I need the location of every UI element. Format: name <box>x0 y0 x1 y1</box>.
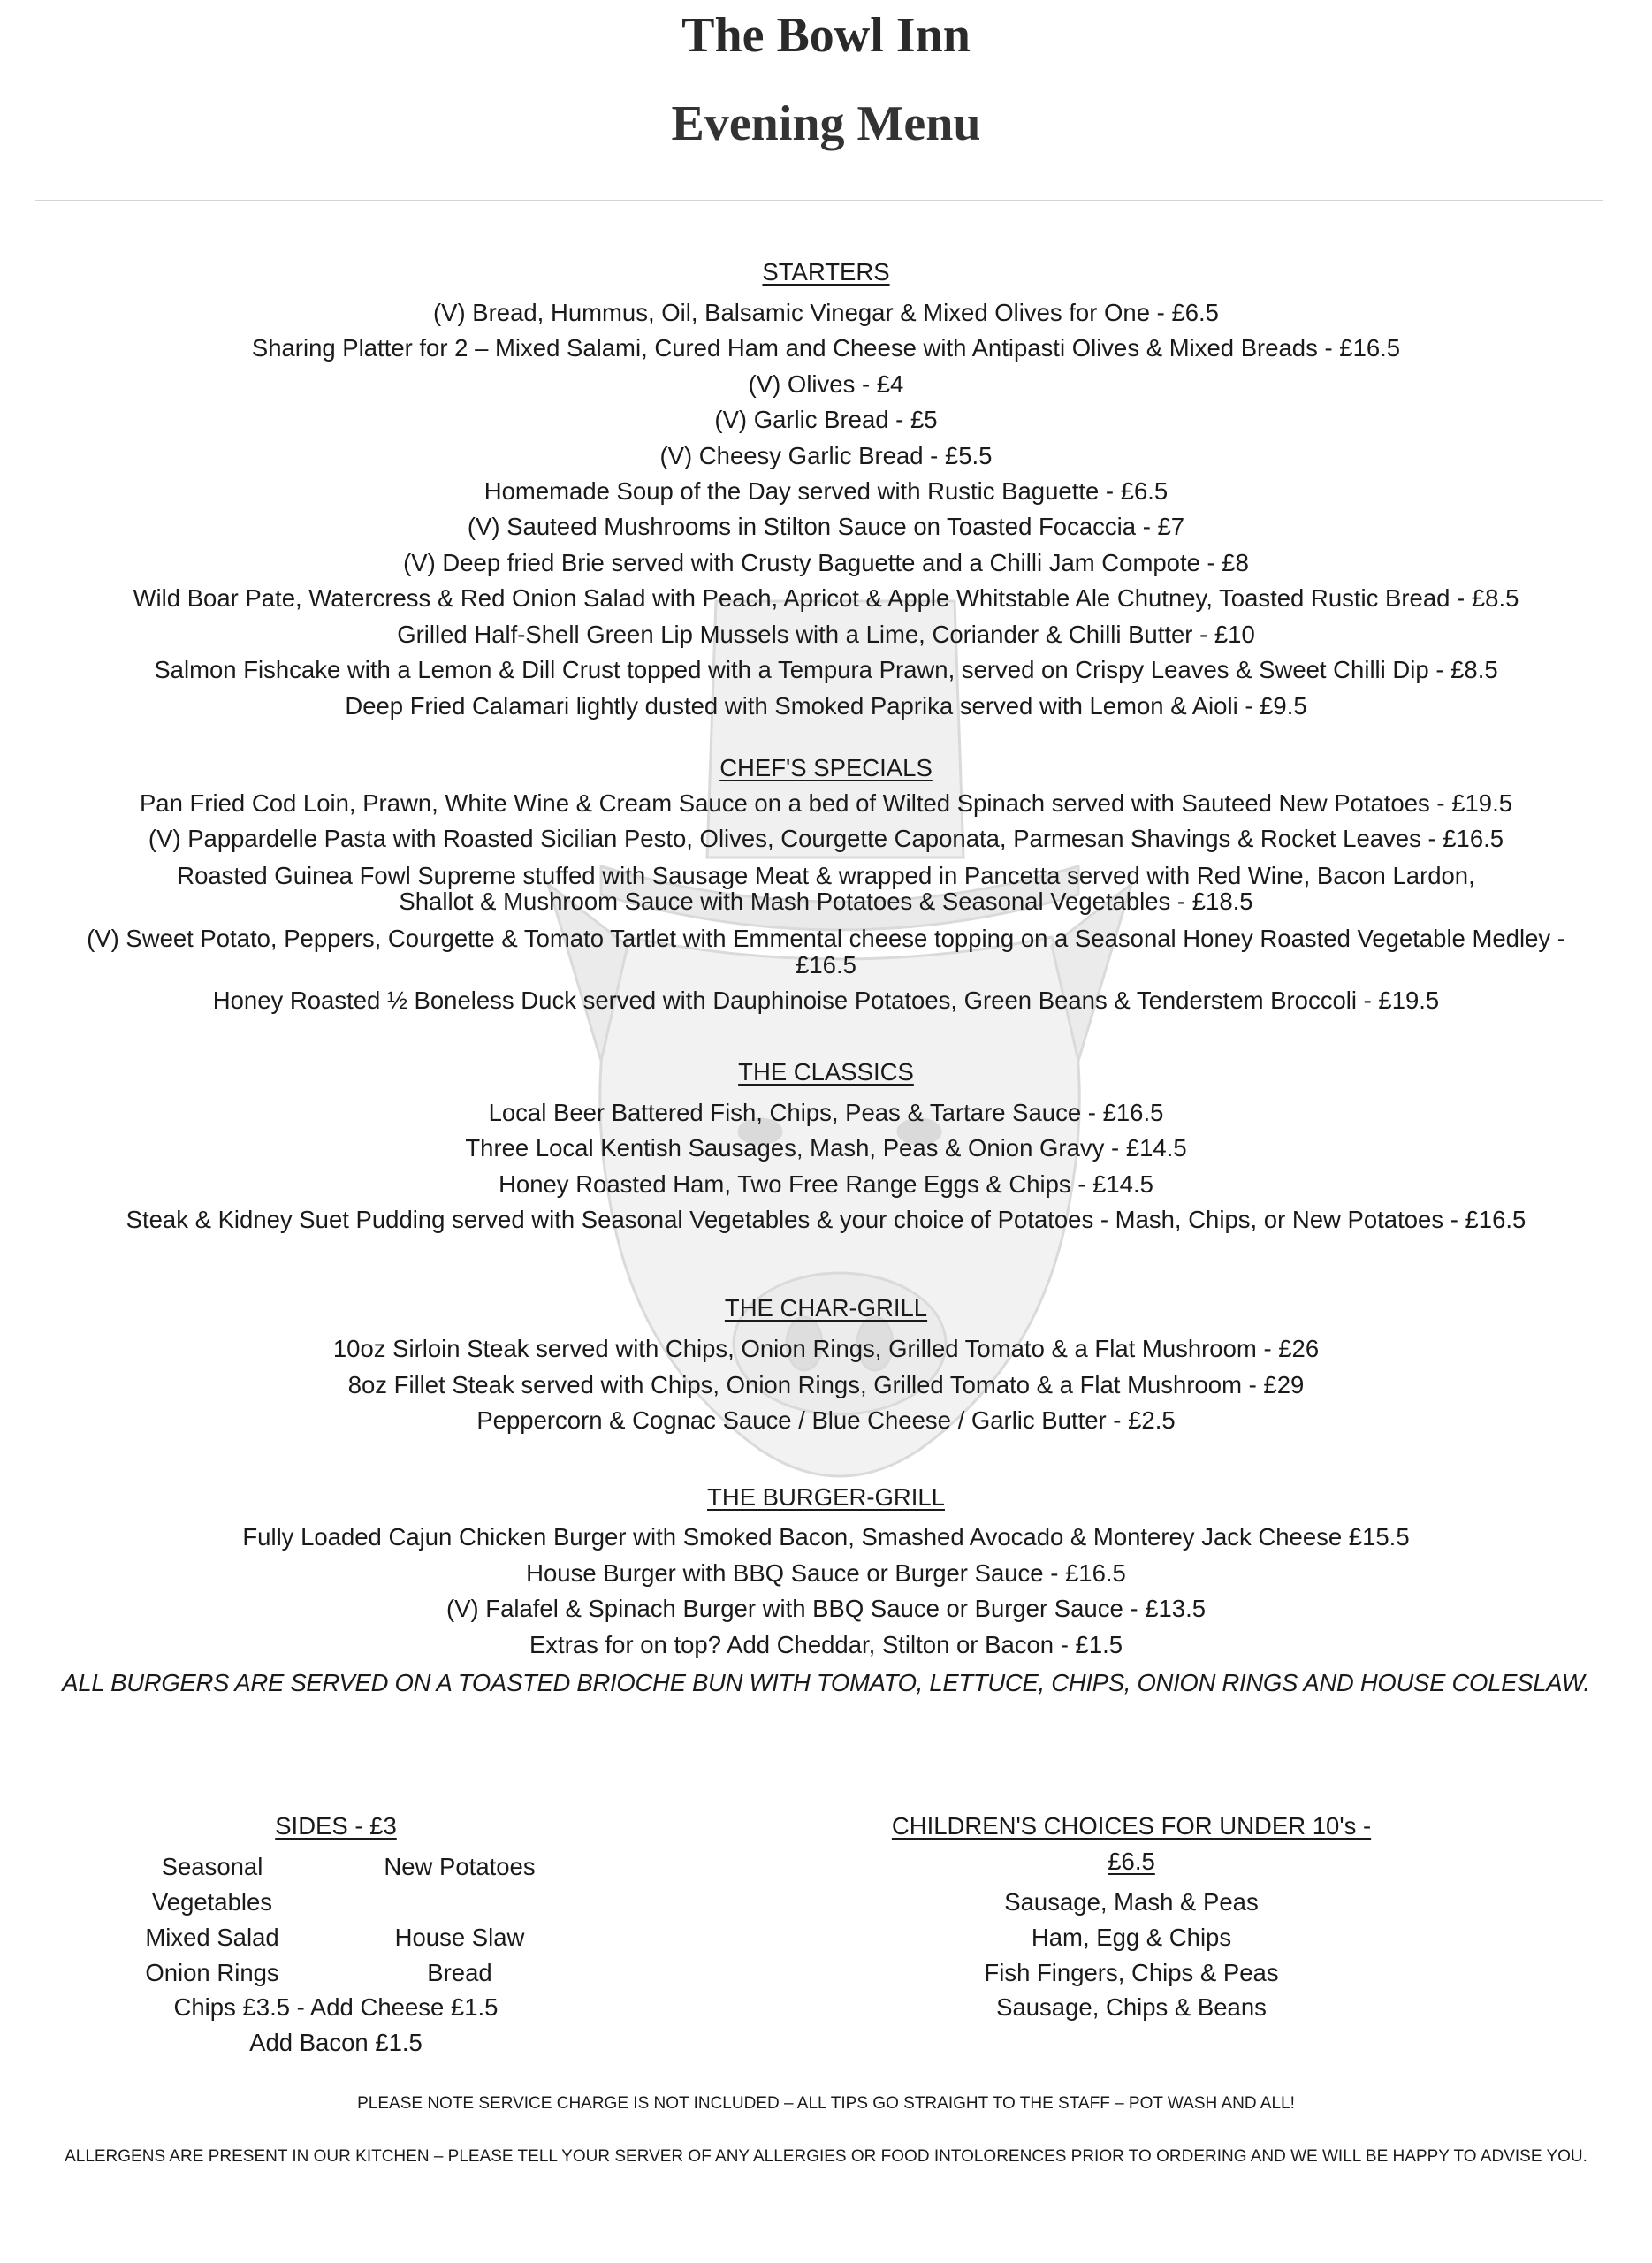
list-item: Bread <box>427 1958 492 1986</box>
sides-section <box>88 1809 583 2061</box>
menu-item: House Burger with BBQ Sauce or Burger Sauce - £16.5 <box>526 1558 1126 1587</box>
service-charge-note: PLEASE NOTE SERVICE CHARGE IS NOT INCLUDED – ALL TIPS GO STRAIGHT TO THE STAFF – POT WASH AND ALL! <box>357 2094 1295 2113</box>
list-item: House Slaw <box>394 1923 525 1951</box>
chefs-specials-heading: CHEF'S SPECIALS <box>719 753 933 781</box>
list-item: Onion Rings <box>145 1958 279 1986</box>
childrens-section <box>866 1809 1397 2025</box>
menu-item: Peppercorn & Cognac Sauce / Blue Cheese / Garlic Butter - £2.5 <box>476 1406 1176 1435</box>
menu-item: (V) Cheesy Garlic Bread - £5.5 <box>659 441 993 469</box>
menu-item: Extras for on top? Add Cheddar, Stilton or Bacon - £1.5 <box>529 1630 1123 1658</box>
menu-item: Salmon Fishcake with a Lemon & Dill Crust topped with a Tempura Prawn, served on Crispy Leaves & Sweet Chilli Dip - £8.5 <box>154 656 1498 684</box>
menu-item: Fully Loaded Cajun Chicken Burger with Smoked Bacon, Smashed Avocado & Monterey Jack Cheese £15.5 <box>242 1523 1410 1551</box>
menu-item: (V) Pappardelle Pasta with Roasted Sicilian Pesto, Olives, Courgette Caponata, Parmesan Shavings & Rocket Leaves - £16.5 <box>148 825 1504 853</box>
menu-body <box>0 255 1652 1701</box>
menu-item: (V) Sauteed Mushrooms in Stilton Sauce on Toasted Focaccia - £7 <box>467 513 1185 541</box>
menu-item: (V) Sweet Potato, Peppers, Courgette & Tomato Tartlet with Emmental cheese topping on a Seasonal Honey Roasted Vegetable Medley - £16.5 <box>87 925 1565 979</box>
menu-item: Honey Roasted ½ Boneless Duck served with Dauphinoise Potatoes, Green Beans & Tenderstem Broccoli - £19.5 <box>212 987 1440 1015</box>
menu-item: (V) Garlic Bread - £5 <box>714 406 938 434</box>
menu-item: Roasted Guinea Fowl Supreme stuffed with Sausage Meat & wrapped in Pancetta served with Red Wine, Bacon Lardon, Shallot & Mushroom Sauce with Mash Potatoes & Seasonal Vegetables - £18.5 <box>177 861 1475 916</box>
sides-heading: SIDES - £3 <box>275 1812 397 1840</box>
list-item: New Potatoes <box>384 1852 536 1880</box>
starters-section <box>0 255 1652 724</box>
chargrill-section <box>0 1291 1652 1438</box>
menu-item: Grilled Half-Shell Green Lip Mussels with a Lime, Coriander & Chilli Butter - £10 <box>397 620 1255 648</box>
childrens-heading: CHILDREN'S CHOICES FOR UNDER 10's - £6.5 <box>891 1812 1372 1875</box>
list-item: Fish Fingers, Chips & Peas <box>984 1958 1279 1986</box>
list-item: Mixed Salad <box>145 1923 279 1951</box>
menu-item: (V) Deep fried Brie served with Crusty Baguette and a Chilli Jam Compote - £8 <box>403 548 1249 576</box>
list-item: Sausage, Mash & Peas <box>1004 1887 1259 1916</box>
classics-heading: THE CLASSICS <box>738 1057 914 1086</box>
burgergrill-heading: THE BURGER-GRILL <box>707 1482 945 1511</box>
list-item: Seasonal Vegetables <box>151 1852 273 1916</box>
menu-item: (V) Falafel & Spinach Burger with BBQ Sauce or Burger Sauce - £13.5 <box>445 1595 1207 1623</box>
allergens-note: ALLERGENS ARE PRESENT IN OUR KITCHEN – PLEASE TELL YOUR SERVER OF ANY ALLERGIES OR FOOD INTOLORENCES PRIOR TO ORDERING AND WE WILL BE HAPPY TO ADVISE YOU. <box>65 2147 1587 2166</box>
menu-item: Deep Fried Calamari lightly dusted with Smoked Paprika served with Lemon & Aioli - £9.5 <box>345 691 1307 720</box>
chips-option: Chips £3.5 - Add Cheese £1.5 <box>173 1993 499 2022</box>
chargrill-heading: THE CHAR-GRILL <box>724 1294 928 1322</box>
menu-item: (V) Olives - £4 <box>748 370 904 398</box>
bacon-option: Add Bacon £1.5 <box>249 2029 423 2057</box>
sides-list <box>88 1849 583 1991</box>
menu-item: Pan Fried Cod Loin, Prawn, White Wine & Cream Sauce on a bed of Wilted Spinach served with Sauteed New Potatoes - £19.5 <box>139 789 1513 817</box>
list-item: Sausage, Chips & Beans <box>996 1993 1267 2022</box>
bottom-columns <box>0 1809 1652 2057</box>
burgergrill-section <box>0 1480 1652 1701</box>
menu-item: Wild Boar Pate, Watercress & Red Onion Salad with Peach, Apricot & Apple Whitstable Ale Chutney, Toasted Rustic Bread - £8.5 <box>133 584 1519 613</box>
menu-item: Homemade Soup of the Day served with Rustic Baguette - £6.5 <box>483 476 1169 505</box>
burger-note: ALL BURGERS ARE SERVED ON A TOASTED BRIOCHE BUN WITH TOMATO, LETTUCE, CHIPS, ONION RINGS AND HOUSE COLESLAW. <box>62 1669 1590 1697</box>
menu-subtitle: Evening Menu <box>671 96 981 151</box>
classics-section <box>0 1055 1652 1238</box>
chefs-specials-section <box>0 751 1652 1019</box>
menu-item: 10oz Sirloin Steak served with Chips, Onion Rings, Grilled Tomato & a Flat Mushroom - £26 <box>332 1335 1320 1363</box>
menu-item: Three Local Kentish Sausages, Mash, Peas & Onion Gravy - £14.5 <box>465 1134 1187 1162</box>
menu-item: Steak & Kidney Suet Pudding served with Seasonal Vegetables & your choice of Potatoes - Mash, Chips, or New Potatoes - £16.5 <box>126 1205 1526 1233</box>
header-divider <box>35 200 1603 201</box>
starters-heading: STARTERS <box>762 258 890 286</box>
restaurant-title: The Bowl Inn <box>681 8 971 63</box>
menu-item: Honey Roasted Ham, Two Free Range Eggs & Chips - £14.5 <box>499 1170 1153 1198</box>
menu-item: 8oz Fillet Steak served with Chips, Onion Rings, Grilled Tomato & a Flat Mushroom - £29 <box>347 1370 1305 1398</box>
menu-item: (V) Bread, Hummus, Oil, Balsamic Vinegar & Mixed Olives for One - £6.5 <box>433 298 1219 326</box>
list-item: Ham, Egg & Chips <box>1031 1923 1232 1951</box>
menu-item: Sharing Platter for 2 – Mixed Salami, Cured Ham and Cheese with Antipasti Olives & Mixed Breads - £16.5 <box>251 334 1401 362</box>
menu-item: Local Beer Battered Fish, Chips, Peas & Tartare Sauce - £16.5 <box>488 1098 1164 1126</box>
